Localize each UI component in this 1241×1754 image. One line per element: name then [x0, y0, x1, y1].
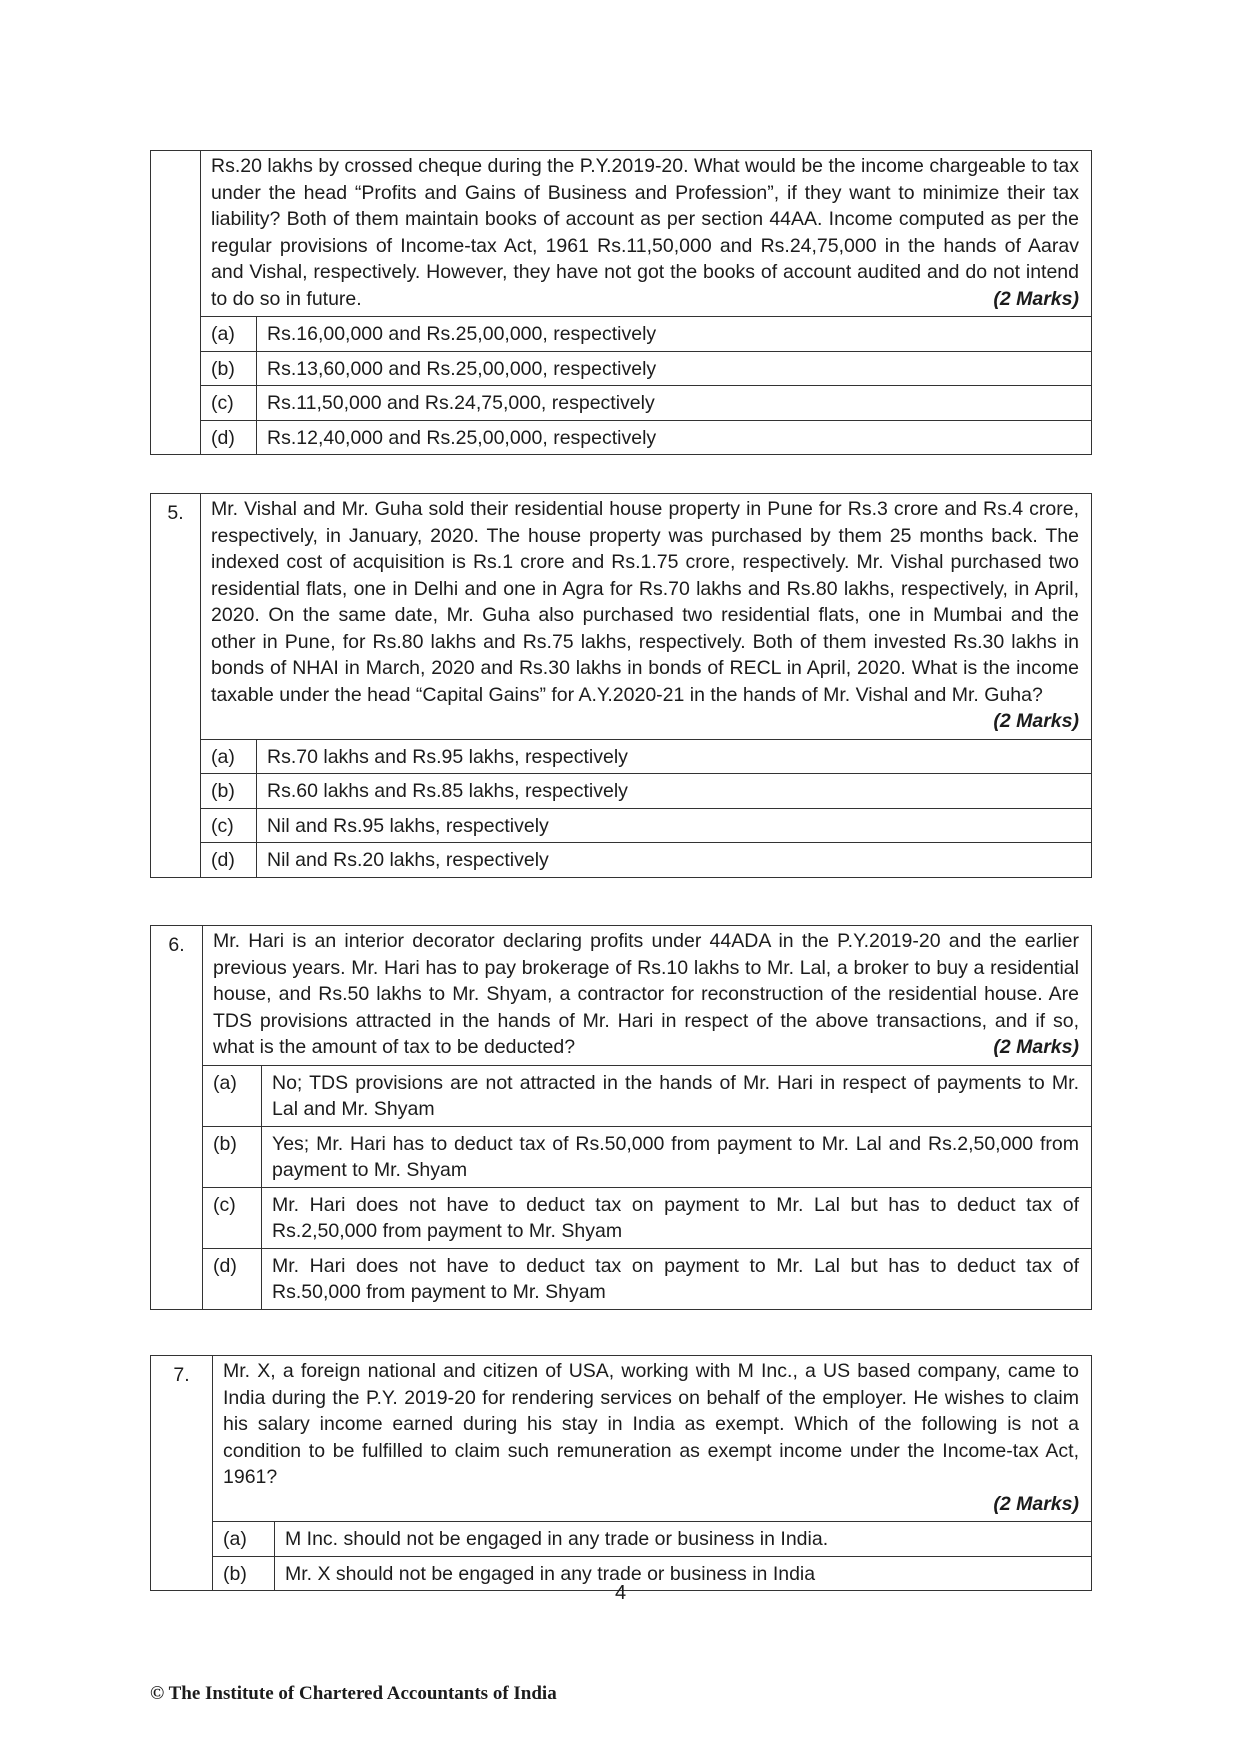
question-stem — [203, 926, 1092, 1066]
marks-label: (2 Marks) — [993, 710, 1079, 732]
option-label: (b) — [213, 1556, 275, 1591]
option-label: (a) — [203, 1065, 262, 1126]
question-6 — [150, 925, 1092, 1310]
stem-text: Mr. X, a foreign national and citizen of USA, working with M Inc., a US based company, came to India during the P.Y. 2019-20 for rendering services on behalf of the employer. He wishes to claim his salary income earned during his stay in India as exempt. Which of the following is not a condition to be fulfilled to claim such remuneration as exempt income under the Income-tax Act, 1961? — [223, 1360, 1079, 1488]
question-table — [150, 925, 1092, 1310]
option-label: (d) — [201, 843, 257, 878]
option-row — [151, 351, 1092, 386]
option-text: No; TDS provisions are not attracted in the hands of Mr. Hari in respect of payments to Mr. Lal and Mr. Shyam — [262, 1065, 1092, 1126]
option-label: (b) — [201, 351, 257, 386]
option-row — [151, 774, 1092, 809]
option-label: (c) — [201, 386, 257, 421]
option-row — [151, 1187, 1092, 1248]
option-text: Mr. Hari does not have to deduct tax on payment to Mr. Lal but has to deduct tax of Rs.2,50,000 from payment to Mr. Shyam — [262, 1187, 1092, 1248]
option-row — [151, 1248, 1092, 1309]
option-text: Rs.12,40,000 and Rs.25,00,000, respectively — [257, 420, 1092, 455]
option-row — [151, 1126, 1092, 1187]
marks-label: (2 Marks) — [993, 287, 1079, 310]
question-table — [150, 1355, 1092, 1591]
option-text: Mr. Hari does not have to deduct tax on payment to Mr. Lal but has to deduct tax of Rs.50,000 from payment to Mr. Shyam — [262, 1248, 1092, 1309]
option-row — [151, 1065, 1092, 1126]
question-number: 5. — [151, 494, 201, 878]
option-label: (d) — [203, 1248, 262, 1309]
option-text: Rs.60 lakhs and Rs.85 lakhs, respectively — [257, 774, 1092, 809]
option-label: (d) — [201, 420, 257, 455]
option-text: Rs.13,60,000 and Rs.25,00,000, respectively — [257, 351, 1092, 386]
option-text: Nil and Rs.95 lakhs, respectively — [257, 808, 1092, 843]
question-stem — [213, 1356, 1092, 1522]
option-row — [151, 1522, 1092, 1557]
question-number — [151, 151, 201, 455]
option-text: Rs.70 lakhs and Rs.95 lakhs, respectively — [257, 739, 1092, 774]
question-4-continued — [150, 150, 1092, 455]
question-table — [150, 493, 1092, 878]
marks-label: (2 Marks) — [993, 1492, 1079, 1515]
question-number: 7. — [151, 1356, 213, 1591]
question-stem — [201, 151, 1092, 317]
option-text: Nil and Rs.20 lakhs, respectively — [257, 843, 1092, 878]
option-text: Yes; Mr. Hari has to deduct tax of Rs.50,000 from payment to Mr. Lal and Rs.2,50,000 from payment to Mr. Shyam — [262, 1126, 1092, 1187]
option-label: (a) — [213, 1522, 275, 1557]
stem-text: Mr. Vishal and Mr. Guha sold their residential house property in Pune for Rs.3 crore and Rs.4 crore, respectively, in January, 2020. The house property was purchased by them 25 months back. The indexed cost of acquisition is Rs.1 crore and Rs.1.75 crore, respectively. Mr. Vishal purchased two residential flats, one in Delhi and one in Agra for Rs.70 lakhs and Rs.80 lakhs, respectively, in April, 2020. On the same date, Mr. Guha also purchased two residential flats, one in Mumbai and the other in Pune, for Rs.80 lakhs and Rs.75 lakhs, respectively. Both of them invested Rs.30 lakhs in bonds of NHAI in March, 2020 and Rs.30 lakhs in bonds of RECL in April, 2020. What is the income taxable under the head “Capital Gains” for A.Y.2020-21 in the hands of Mr. Vishal and Mr. Guha? — [211, 498, 1079, 706]
option-row — [151, 386, 1092, 421]
question-5 — [150, 493, 1092, 878]
option-row — [151, 739, 1092, 774]
option-row — [151, 317, 1092, 352]
question-table — [150, 150, 1092, 455]
page-number: 4 — [614, 1582, 627, 1604]
option-text: Rs.11,50,000 and Rs.24,75,000, respectively — [257, 386, 1092, 421]
option-row — [151, 843, 1092, 878]
option-label: (a) — [201, 739, 257, 774]
option-label: (b) — [201, 774, 257, 809]
question-number: 6. — [151, 926, 203, 1310]
option-row — [151, 808, 1092, 843]
copyright-footer: © The Institute of Chartered Accountants of India — [150, 1683, 557, 1704]
question-stem — [201, 494, 1092, 740]
option-label: (c) — [201, 808, 257, 843]
option-label: (c) — [203, 1187, 262, 1248]
marks-label: (2 Marks) — [993, 1036, 1079, 1058]
option-text: M Inc. should not be engaged in any trade or business in India. — [275, 1522, 1092, 1557]
option-label: (b) — [203, 1126, 262, 1187]
option-label: (a) — [201, 317, 257, 352]
option-row — [151, 420, 1092, 455]
question-7 — [150, 1355, 1092, 1591]
option-text: Rs.16,00,000 and Rs.25,00,000, respectively — [257, 317, 1092, 352]
stem-text: Rs.20 lakhs by crossed cheque during the P.Y.2019-20. What would be the income chargeable to tax under the head “Profits and Gains of Business and Profession”, if they want to minimize their tax liability? Both of them maintain books of account as per section 44AA. Income computed as per the regular provisions of Income-tax Act, 1961 Rs.11,50,000 and Rs.24,75,000 in the hands of Aarav and Vishal, respectively. However, they have not got the books of account audited and do not intend to do so in future. — [211, 155, 1079, 310]
option-text: Mr. X should not be engaged in any trade or business in India — [275, 1556, 1092, 1591]
stem-text: Mr. Hari is an interior decorator declaring profits under 44ADA in the P.Y.2019-20 and the earlier previous years. Mr. Hari has to pay brokerage of Rs.10 lakhs to Mr. Lal, a broker to buy a residential house, and Rs.50 lakhs to Mr. Shyam, a contractor for reconstruction of the residential house. Are TDS provisions attracted in the hands of Mr. Hari in respect of the above transactions, and if so, what is the amount of tax to be deducted? — [213, 930, 1079, 1058]
